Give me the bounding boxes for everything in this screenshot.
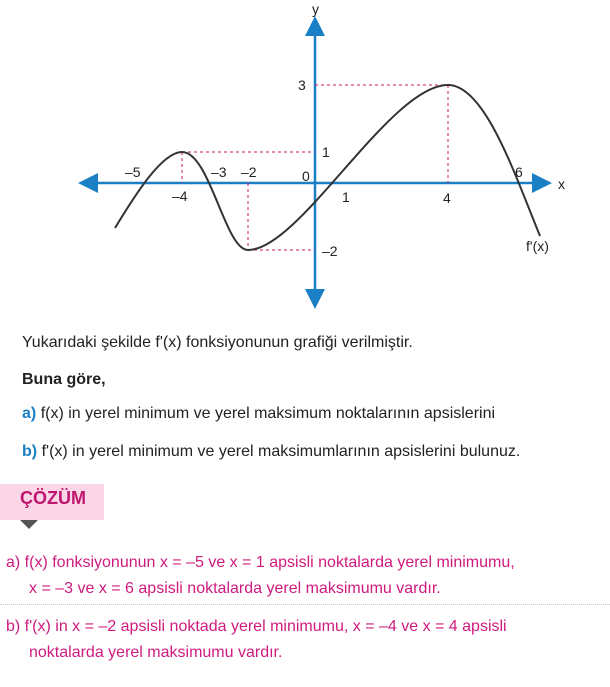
- question-a: [22, 404, 495, 424]
- x-axis-label: x: [558, 176, 565, 192]
- solution-b: [6, 614, 507, 666]
- solution-b-line1: b) f'(x) in x = –2 apsisli noktada yerel minimumu, x = –4 ve x = 4 apsisli: [6, 618, 507, 635]
- x-tick-neg4: –4: [172, 188, 188, 204]
- question-a-text: f(x) in yerel minimum ve yerel maksimum noktalarının apsislerini: [40, 405, 496, 422]
- y-tick-3: 3: [298, 77, 306, 93]
- question-b: [22, 442, 520, 462]
- solution-b-line2: noktalarda yerel maksimumu vardır.: [29, 644, 283, 661]
- question-intro: Yukarıdaki şekilde f'(x) fonksiyonunun grafiği verilmiştir.: [22, 334, 413, 351]
- solution-a: [6, 550, 515, 602]
- solution-a-line1: a) f(x) fonksiyonunun x = –5 ve x = 1 apsisli noktalarda yerel minimumu,: [6, 554, 515, 571]
- solution-header: ÇÖZÜM: [20, 488, 86, 508]
- question-a-marker: a): [22, 405, 37, 422]
- question-b-marker: b): [22, 443, 38, 460]
- solution-a-line2: x = –3 ve x = 6 apsisli noktalarda yerel maksimumu vardır.: [29, 580, 441, 597]
- x-tick-neg5: –5: [125, 164, 141, 180]
- derivative-curve: [115, 85, 540, 250]
- origin-label: 0: [302, 168, 310, 184]
- curve-label: f'(x): [526, 238, 549, 254]
- solution-header-arrow-icon: [20, 520, 38, 529]
- question-b-text: f'(x) in yerel minimum ve yerel maksimumlarının apsislerini bulunuz.: [41, 443, 521, 460]
- question-prompt: Buna göre,: [22, 371, 106, 388]
- x-tick-4: 4: [443, 190, 451, 206]
- divider: [0, 604, 610, 605]
- x-tick-1: 1: [342, 189, 350, 205]
- y-tick-neg2: –2: [322, 243, 338, 259]
- y-axis-label: y: [312, 1, 319, 17]
- derivative-graph: [0, 0, 610, 320]
- x-tick-6: 6: [515, 164, 523, 180]
- y-tick-1: 1: [322, 144, 330, 160]
- x-tick-neg2: –2: [241, 164, 257, 180]
- x-tick-neg3: –3: [211, 164, 227, 180]
